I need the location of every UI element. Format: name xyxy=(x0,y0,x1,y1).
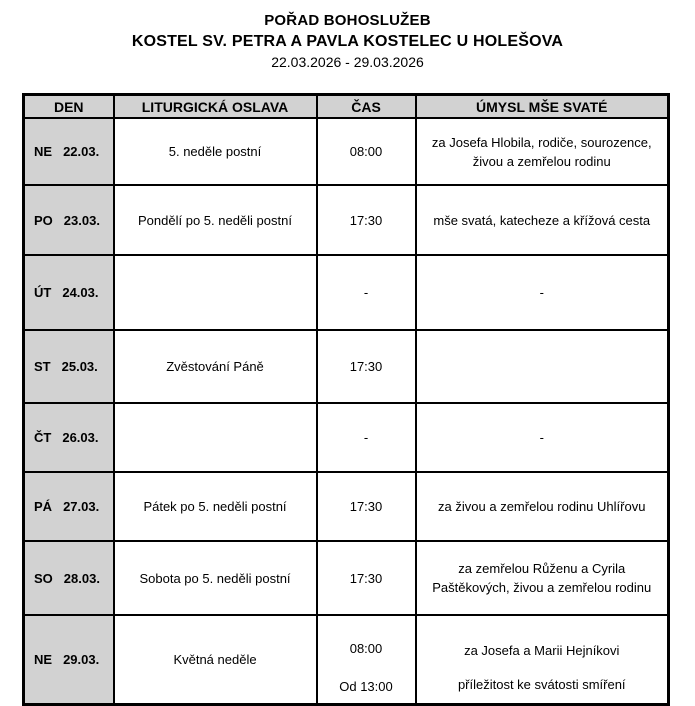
time-cell: 08:00 xyxy=(317,118,416,185)
day-date: 29.03. xyxy=(63,652,100,667)
day-abbrev: ÚT xyxy=(34,285,52,300)
day-cell xyxy=(24,185,114,255)
day-cell xyxy=(24,403,114,472)
celebration-cell xyxy=(114,255,317,330)
day-cell xyxy=(24,541,114,615)
intention-cell xyxy=(416,330,669,403)
time-secondary: Od 13:00 xyxy=(339,679,393,694)
intention-cell: za zemřelou Růženu a Cyrila Paštěkových, živou a zemřelou rodinu xyxy=(416,541,669,615)
day-date: 23.03. xyxy=(63,212,100,228)
header-time: ČAS xyxy=(317,95,416,119)
table-row xyxy=(24,541,669,615)
day-date: 27.03. xyxy=(63,499,100,514)
day-abbrev: NE xyxy=(34,144,53,159)
celebration-cell xyxy=(114,403,317,472)
day-abbrev: PÁ xyxy=(34,499,53,514)
table-header-row xyxy=(24,95,669,119)
celebration-cell: Pátek po 5. neděli postní xyxy=(114,472,317,541)
intention-cell: za Josefa Hlobila, rodiče, sourozence, živou a zemřelou rodinu xyxy=(416,118,669,185)
document-header xyxy=(0,0,695,72)
day-abbrev: SO xyxy=(34,570,53,586)
table-row xyxy=(24,472,669,541)
time-primary: 08:00 xyxy=(349,641,383,656)
church-title: KOSTEL SV. PETRA A PAVLA KOSTELEC U HOLEŠOVA xyxy=(131,33,564,50)
intention-cell: za živou a zemřelou rodinu Uhlířovu xyxy=(416,472,669,541)
day-abbrev: NE xyxy=(34,652,53,667)
day-date: 24.03. xyxy=(62,285,99,300)
celebration-cell: Sobota po 5. neděli postní xyxy=(114,541,317,615)
celebration-cell: 5. neděle postní xyxy=(114,118,317,185)
intention-cell xyxy=(416,615,669,705)
time-cell: 17:30 xyxy=(317,472,416,541)
day-abbrev: ST xyxy=(34,359,51,374)
time-cell: 17:30 xyxy=(317,330,416,403)
day-cell xyxy=(24,118,114,185)
day-cell xyxy=(24,472,114,541)
table-row xyxy=(24,118,669,185)
time-cell: - xyxy=(317,255,416,330)
day-date: 26.03. xyxy=(62,430,99,445)
day-cell xyxy=(24,330,114,403)
intention-primary: za Josefa a Marii Hejníkovi xyxy=(464,643,620,658)
header-celebration: LITURGICKÁ OSLAVA xyxy=(114,95,317,119)
day-cell xyxy=(24,255,114,330)
time-cell: 17:30 xyxy=(317,185,416,255)
celebration-cell: Zvěstování Páně xyxy=(114,330,317,403)
table-row xyxy=(24,255,669,330)
time-cell xyxy=(317,615,416,705)
day-date: 22.03. xyxy=(63,144,100,159)
time-cell: - xyxy=(317,403,416,472)
table-row xyxy=(24,330,669,403)
day-abbrev: ČT xyxy=(34,430,52,445)
table-row xyxy=(24,185,669,255)
intention-secondary: příležitost ke svátosti smíření xyxy=(457,677,626,692)
page-title: POŘAD BOHOSLUŽEB xyxy=(264,12,431,29)
day-cell xyxy=(24,615,114,705)
header-day: DEN xyxy=(24,95,114,119)
date-range: 22.03.2026 - 29.03.2026 xyxy=(271,54,424,70)
day-date: 25.03. xyxy=(61,359,98,374)
day-abbrev: PO xyxy=(34,212,53,228)
intention-cell: - xyxy=(416,255,669,330)
table-row xyxy=(24,403,669,472)
celebration-cell: Květná neděle xyxy=(114,615,317,705)
day-date: 28.03. xyxy=(63,570,100,586)
intention-cell: mše svatá, katecheze a křížová cesta xyxy=(416,185,669,255)
intention-cell: - xyxy=(416,403,669,472)
header-intention: ÚMYSL MŠE SVATÉ xyxy=(416,95,669,119)
schedule-table xyxy=(22,93,670,706)
celebration-cell: Pondělí po 5. neděli postní xyxy=(114,185,317,255)
time-cell: 17:30 xyxy=(317,541,416,615)
table-row xyxy=(24,615,669,705)
